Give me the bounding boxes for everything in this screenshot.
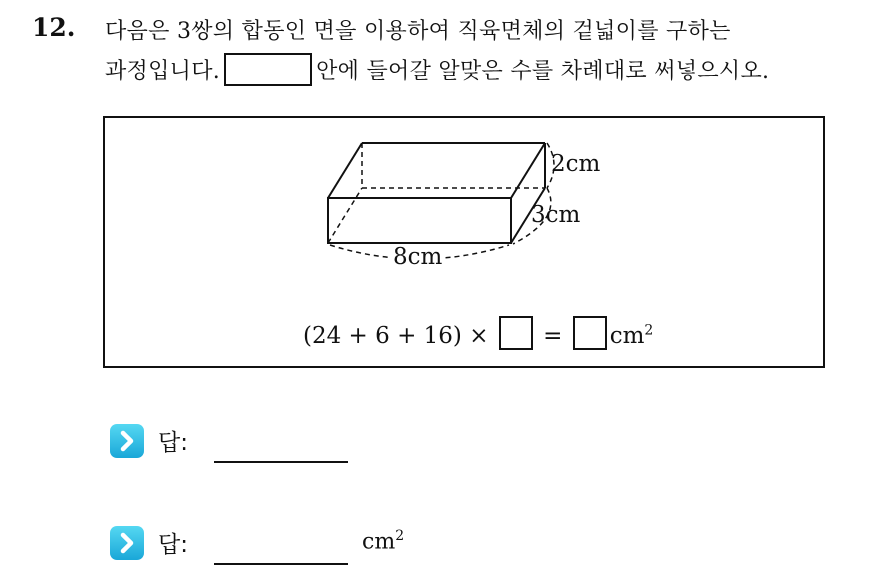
answer-unit-exponent: 2 <box>395 528 405 544</box>
answer-blank-line[interactable] <box>214 461 348 463</box>
cuboid-front-face <box>328 198 511 243</box>
answer-unit <box>362 528 404 554</box>
height-label: 2cm <box>551 151 601 177</box>
cuboid-top-right-edge <box>511 143 545 198</box>
equation-left: (24 + 6 + 16) × <box>303 323 489 349</box>
blank-box-1 <box>499 316 533 350</box>
blank-box-indicator <box>224 53 312 86</box>
answer-blank-line[interactable] <box>214 563 348 565</box>
question-text-before-box: 과정입니다. <box>105 59 221 84</box>
equation-unit-exponent: 2 <box>644 322 654 339</box>
width-label: 8cm <box>393 244 443 270</box>
equation-unit: cm <box>609 323 645 349</box>
chevron-right-icon <box>110 526 144 560</box>
answer-unit-text: cm <box>362 529 396 555</box>
figure-box <box>103 116 825 368</box>
chevron-right-icon <box>110 424 144 458</box>
question-number: 12. <box>32 13 76 42</box>
answer-label: 답: <box>158 532 188 558</box>
question-text-line2 <box>105 53 769 86</box>
equation-equals: = <box>543 323 563 349</box>
question-text-after-box: 안에 들어갈 알맞은 수를 차례대로 써넣으시오. <box>316 59 770 84</box>
blank-box-2 <box>573 316 607 350</box>
cuboid-top-left-edge <box>328 143 362 198</box>
surface-area-equation <box>303 316 653 350</box>
depth-label: 3cm <box>531 202 581 228</box>
answer-label: 답: <box>158 430 188 456</box>
hidden-bottom-left-edge <box>328 188 362 243</box>
question-text-line1: 다음은 3쌍의 합동인 면을 이용하여 직육면체의 겉넓이를 구하는 <box>105 19 731 44</box>
